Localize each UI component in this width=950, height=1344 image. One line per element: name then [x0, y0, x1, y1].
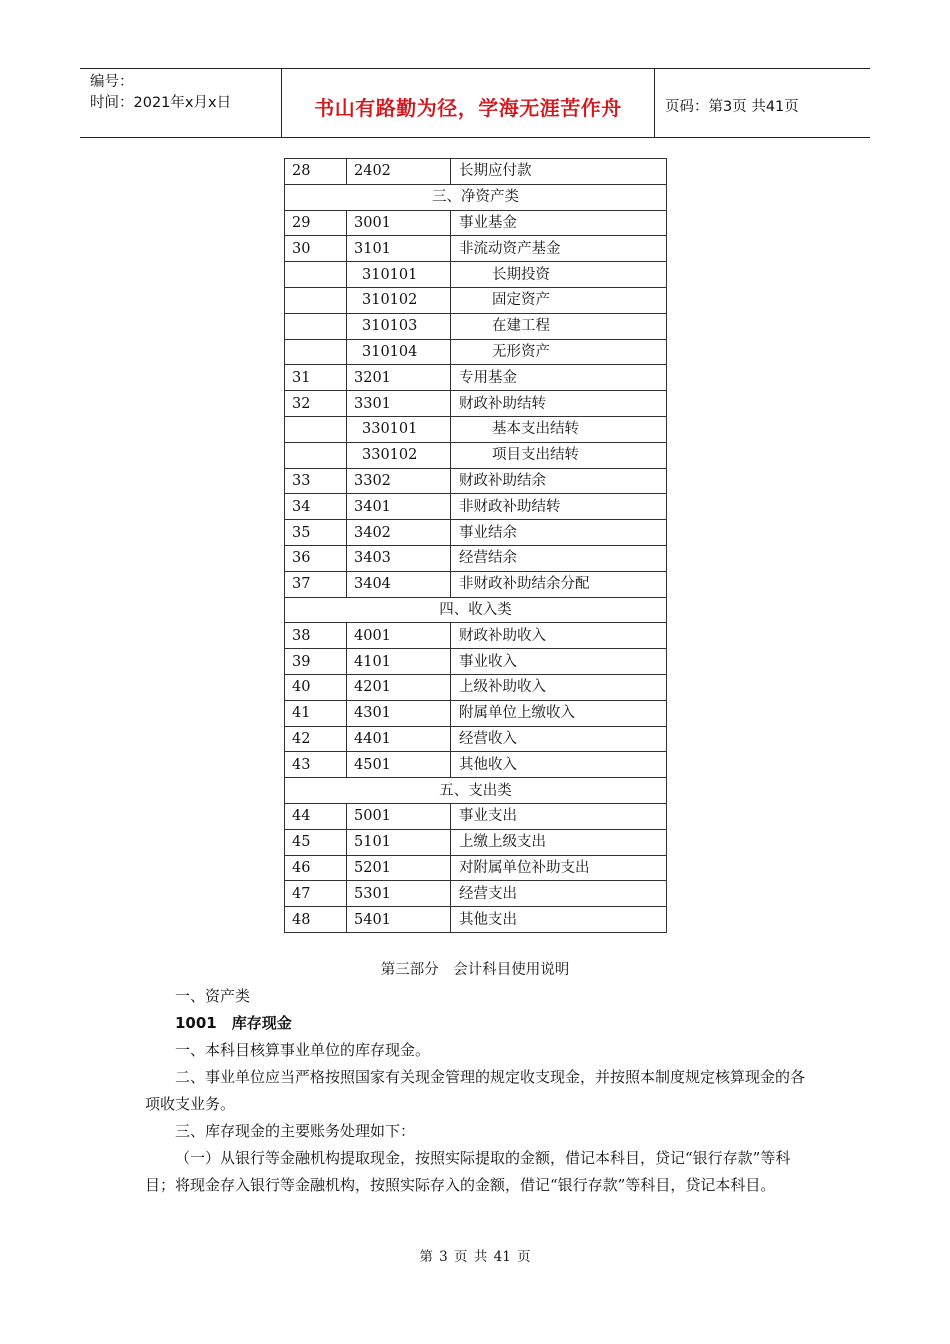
table-row — [285, 262, 667, 288]
account-name: 事业结余 — [451, 520, 667, 546]
account-code: 3402 — [347, 520, 451, 546]
row-number: 31 — [285, 365, 347, 391]
header-motto: 书山有路勤为径，学海无涯苦作舟 — [314, 95, 622, 120]
account-name: 上级补助收入 — [451, 674, 667, 700]
account-name: 财政补助收入 — [451, 623, 667, 649]
row-number: 41 — [285, 700, 347, 726]
account-heading-text: 1001 库存现金 — [175, 1014, 292, 1032]
part-title: 第三部分 会计科目使用说明 — [380, 962, 570, 978]
table-row — [285, 829, 667, 855]
table-row — [285, 365, 667, 391]
account-name: 上缴上级支出 — [451, 829, 667, 855]
row-number: 40 — [285, 674, 347, 700]
row-number — [285, 287, 347, 313]
account-name: 基本支出结转 — [451, 416, 667, 442]
row-number: 33 — [285, 468, 347, 494]
row-number: 29 — [285, 210, 347, 236]
category-heading — [145, 983, 805, 1010]
account-code: 310103 — [347, 313, 451, 339]
account-name: 经营结余 — [451, 545, 667, 571]
account-code: 4301 — [347, 700, 451, 726]
account-code: 4501 — [347, 752, 451, 778]
account-name: 无形资产 — [451, 339, 667, 365]
row-number: 44 — [285, 803, 347, 829]
account-name: 事业基金 — [451, 210, 667, 236]
account-table — [284, 158, 667, 933]
paragraph-3-text: 三、库存现金的主要账务处理如下： — [175, 1122, 416, 1140]
paragraph-2-text: 二、事业单位应当严格按照国家有关现金管理的规定收支现金，并按照本制度规定核算现金的各项收支业务。 — [145, 1068, 806, 1113]
account-name: 在建工程 — [451, 313, 667, 339]
table-row — [285, 236, 667, 262]
account-code: 330102 — [347, 442, 451, 468]
account-name: 长期应付款 — [451, 159, 667, 185]
table-row — [285, 210, 667, 236]
account-name: 经营支出 — [451, 881, 667, 907]
row-number: 35 — [285, 520, 347, 546]
row-number: 32 — [285, 391, 347, 417]
row-number: 28 — [285, 159, 347, 185]
account-name: 事业收入 — [451, 649, 667, 675]
account-code: 2402 — [347, 159, 451, 185]
paragraph-4-text: （一）从银行等金融机构提取现金，按照实际提取的金额，借记本科目，贷记“银行存款”等科目；将现金存入银行等金融机构，按照实际存入的金额，借记“银行存款”等科目，贷记本科目。 — [145, 1149, 791, 1194]
account-code: 4201 — [347, 674, 451, 700]
account-name: 财政补助结转 — [451, 391, 667, 417]
row-number — [285, 262, 347, 288]
table-row — [285, 442, 667, 468]
paragraph-1 — [145, 1037, 805, 1064]
account-name: 长期投资 — [451, 262, 667, 288]
account-name: 非财政补助结余分配 — [451, 571, 667, 597]
account-code: 3404 — [347, 571, 451, 597]
table-row — [285, 545, 667, 571]
header-page-label: 页码：第3页 共41页 — [665, 98, 799, 115]
row-number: 38 — [285, 623, 347, 649]
row-number: 30 — [285, 236, 347, 262]
table-row — [285, 803, 667, 829]
account-code: 3302 — [347, 468, 451, 494]
row-number — [285, 313, 347, 339]
row-number — [285, 339, 347, 365]
paragraph-2 — [145, 1064, 805, 1118]
account-name: 非财政补助结转 — [451, 494, 667, 520]
account-code: 5101 — [347, 829, 451, 855]
account-code: 3001 — [347, 210, 451, 236]
section-row — [285, 597, 667, 623]
table-row — [285, 416, 667, 442]
table-row — [285, 159, 667, 185]
account-name: 固定资产 — [451, 287, 667, 313]
account-name: 财政补助结余 — [451, 468, 667, 494]
account-name: 专用基金 — [451, 365, 667, 391]
account-code: 3301 — [347, 391, 451, 417]
account-code: 3403 — [347, 545, 451, 571]
account-name: 项目支出结转 — [451, 442, 667, 468]
table-row — [285, 649, 667, 675]
table-row — [285, 907, 667, 933]
account-name: 事业支出 — [451, 803, 667, 829]
paragraph-1-text: 一、本科目核算事业单位的库存现金。 — [175, 1041, 431, 1059]
section-heading: 四、收入类 — [285, 597, 667, 623]
account-name: 非流动资产基金 — [451, 236, 667, 262]
table-row — [285, 881, 667, 907]
account-code: 330101 — [347, 416, 451, 442]
row-number: 47 — [285, 881, 347, 907]
section-heading: 五、支出类 — [285, 778, 667, 804]
row-number: 42 — [285, 726, 347, 752]
account-name: 附属单位上缴收入 — [451, 700, 667, 726]
header-meta — [80, 69, 280, 137]
table-row — [285, 339, 667, 365]
account-code: 310102 — [347, 287, 451, 313]
row-number: 36 — [285, 545, 347, 571]
row-number: 34 — [285, 494, 347, 520]
account-name: 经营收入 — [451, 726, 667, 752]
section-row — [285, 184, 667, 210]
paragraph-3 — [145, 1118, 805, 1145]
paragraph-4 — [145, 1145, 805, 1199]
table-row — [285, 623, 667, 649]
table-row — [285, 520, 667, 546]
time-label: 时间：2021年x月x日 — [90, 95, 232, 111]
number-label: 编号： — [90, 74, 134, 90]
table-row — [285, 391, 667, 417]
table-row — [285, 752, 667, 778]
row-number: 37 — [285, 571, 347, 597]
account-code: 5201 — [347, 855, 451, 881]
row-number: 48 — [285, 907, 347, 933]
account-code: 3101 — [347, 236, 451, 262]
account-code: 4001 — [347, 623, 451, 649]
account-table-body — [285, 159, 667, 933]
section-heading: 三、净资产类 — [285, 184, 667, 210]
table-row — [285, 494, 667, 520]
category-heading-text: 一、资产类 — [175, 987, 251, 1005]
account-name: 其他收入 — [451, 752, 667, 778]
account-code: 5301 — [347, 881, 451, 907]
table-row — [285, 700, 667, 726]
table-row — [285, 726, 667, 752]
row-number: 43 — [285, 752, 347, 778]
account-code: 4101 — [347, 649, 451, 675]
table-row — [285, 287, 667, 313]
account-code: 310101 — [347, 262, 451, 288]
account-code: 5001 — [347, 803, 451, 829]
row-number — [285, 416, 347, 442]
account-name: 对附属单位补助支出 — [451, 855, 667, 881]
page-footer: 第 3 页 共 41 页 — [419, 1249, 531, 1265]
account-code: 5401 — [347, 907, 451, 933]
page-header — [80, 68, 870, 138]
table-row — [285, 571, 667, 597]
section-row — [285, 778, 667, 804]
account-name: 其他支出 — [451, 907, 667, 933]
row-number: 39 — [285, 649, 347, 675]
table-row — [285, 468, 667, 494]
row-number — [285, 442, 347, 468]
table-row — [285, 313, 667, 339]
row-number: 46 — [285, 855, 347, 881]
row-number: 45 — [285, 829, 347, 855]
account-code: 3401 — [347, 494, 451, 520]
account-code: 4401 — [347, 726, 451, 752]
account-heading — [145, 1010, 805, 1037]
table-row — [285, 674, 667, 700]
account-code: 3201 — [347, 365, 451, 391]
account-code: 310104 — [347, 339, 451, 365]
table-row — [285, 855, 667, 881]
